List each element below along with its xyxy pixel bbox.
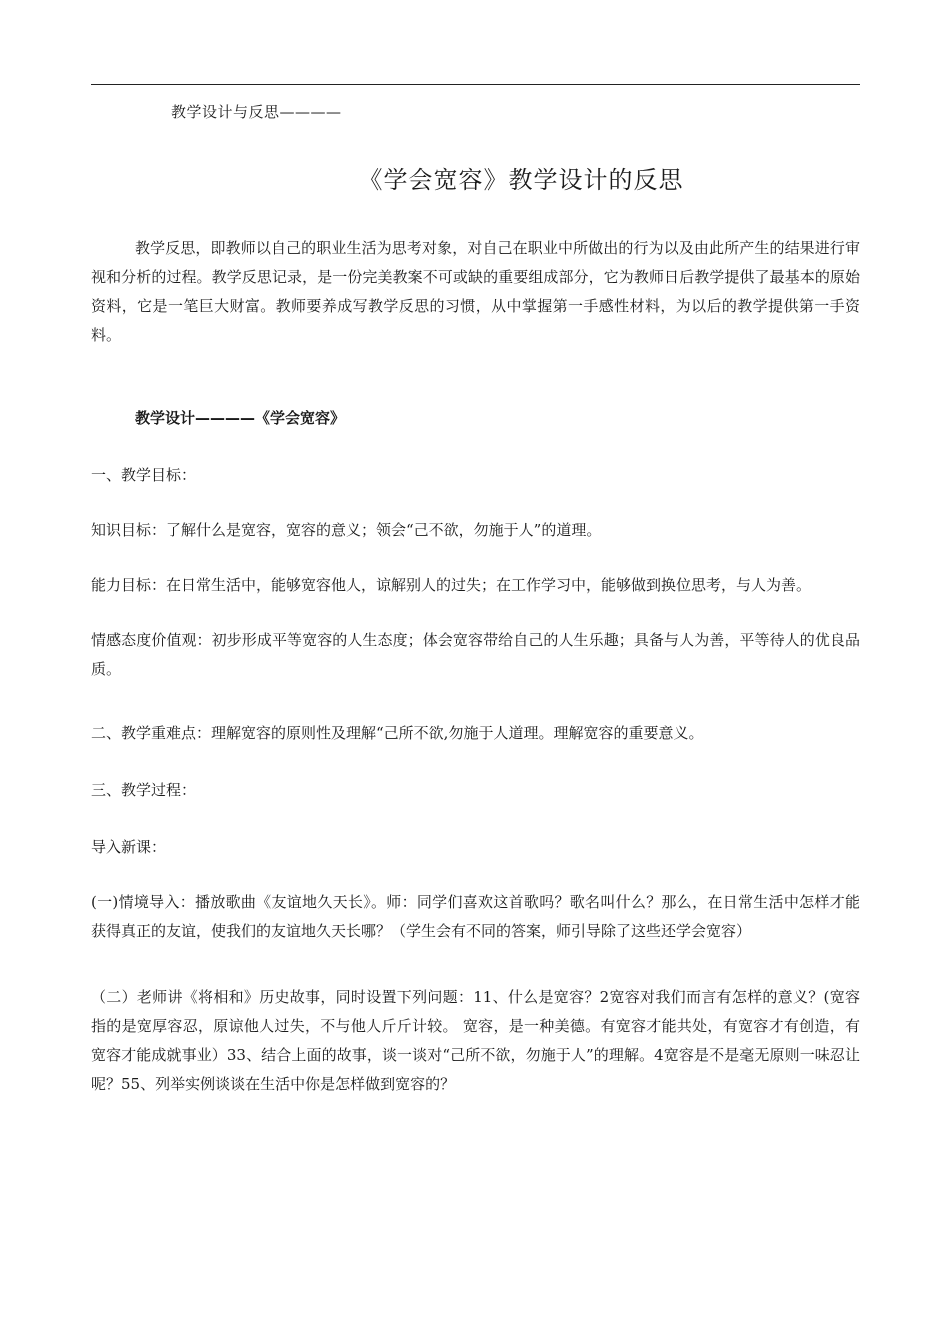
page-title: 《学会宽容》教学设计的反思 [358, 166, 684, 194]
header-label: 教学设计与反思———— [171, 103, 342, 121]
knowledge-objective: 知识目标：了解什么是宽容，宽容的意义；领会“己不欲，勿施于人”的道理。 [91, 521, 602, 539]
emotion-objective: 情感态度价值观：初步形成平等宽容的人生态度；体会宽容带给自己的人生乐趣；具备与人为善，平等待人的优良品质。 [91, 631, 860, 678]
step-one: (一)情境导入：播放歌曲《友谊地久天长》。师：同学们喜欢这首歌吗？歌名叫什么？那么，在日常生活中怎样才能获得真正的友谊，使我们的友谊地久天长哪？（学生会有不同的答案，师引导除了这些还学会宽容） [91, 893, 860, 940]
lesson-intro-label: 导入新课： [91, 838, 167, 856]
objectives-heading: 一、教学目标： [91, 466, 197, 484]
key-points: 二、教学重难点：理解宽容的原则性及理解“己所不欲,勿施于人道理。理解宽容的重要意义。 [91, 724, 704, 742]
intro-paragraph: 教学反思，即教师以自己的职业生活为思考对象，对自己在职业中所做出的行为以及由此所产生的结果进行审视和分析的过程。教学反思记录，是一份完美教案不可或缺的重要组成部分，它为教师日后教学提供了最基本的原始资料，它是一笔巨大财富。教师要养成写教学反思的习惯，从中掌握第一手感性材料，为以后的教学提供第一手资料。 [91, 239, 860, 344]
design-heading: 教学设计————《学会宽容》 [135, 409, 346, 427]
header-rule [91, 84, 860, 85]
step-two: （二）老师讲《将相和》历史故事，同时设置下列问题：11、什么是宽容？2宽容对我们而言有怎样的意义？(宽容指的是宽厚容忍，原谅他人过失，不与他人斤斤计较。 宽容，是一种美德。有宽容才能共处，有宽容才有创造，有宽容才能成就事业）33、结合上面的故事，谈一谈对“己所不欲，勿施于人”的理解。4宽容是不是毫无原则一味忍让呢？55、列举实例谈谈在生活中你是怎样做到宽容的？ [91, 988, 860, 1093]
ability-objective: 能力目标：在日常生活中，能够宽容他人，谅解别人的过失；在工作学习中，能够做到换位思考，与人为善。 [91, 576, 812, 594]
process-heading: 三、教学过程： [91, 781, 197, 799]
